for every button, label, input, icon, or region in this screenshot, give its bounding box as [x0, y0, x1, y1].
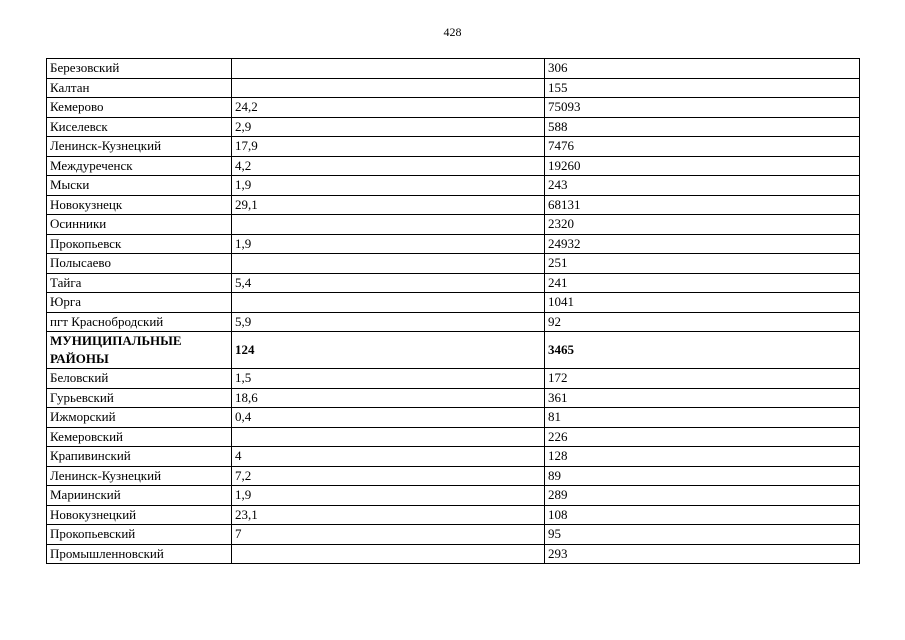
row-value1-cell: 1,9 — [232, 486, 545, 506]
row-value2-cell: 128 — [545, 447, 860, 467]
row-name-cell: Полысаево — [47, 254, 232, 274]
table-row — [47, 544, 860, 564]
row-value2-cell: 293 — [545, 544, 860, 564]
row-name-cell: Прокопьевский — [47, 525, 232, 545]
table-row — [47, 215, 860, 235]
row-name-cell: Калтан — [47, 78, 232, 98]
table-row — [47, 78, 860, 98]
table-row — [47, 466, 860, 486]
row-value1-cell: 29,1 — [232, 195, 545, 215]
row-value1-cell: 124 — [232, 332, 545, 369]
row-value2-cell: 361 — [545, 388, 860, 408]
row-value2-cell: 2320 — [545, 215, 860, 235]
row-name-cell: Беловский — [47, 369, 232, 389]
row-value2-cell: 588 — [545, 117, 860, 137]
row-value2-cell: 155 — [545, 78, 860, 98]
row-value2-cell: 108 — [545, 505, 860, 525]
row-name-cell: Ижморский — [47, 408, 232, 428]
row-value1-cell: 17,9 — [232, 137, 545, 157]
row-name-cell: Кемеровский — [47, 427, 232, 447]
row-name-cell: МУНИЦИПАЛЬНЫЕ РАЙОНЫ — [47, 332, 232, 369]
table-row — [47, 388, 860, 408]
row-value1-cell — [232, 78, 545, 98]
table-row — [47, 408, 860, 428]
data-table — [46, 58, 860, 564]
row-value2-cell: 75093 — [545, 98, 860, 118]
row-value1-cell: 2,9 — [232, 117, 545, 137]
row-value2-cell: 68131 — [545, 195, 860, 215]
table-row — [47, 176, 860, 196]
table-row — [47, 137, 860, 157]
row-value1-cell: 1,5 — [232, 369, 545, 389]
table-row — [47, 312, 860, 332]
row-value2-cell: 1041 — [545, 293, 860, 313]
row-value2-cell: 92 — [545, 312, 860, 332]
row-value1-cell: 7,2 — [232, 466, 545, 486]
row-value1-cell: 5,9 — [232, 312, 545, 332]
table-row — [47, 273, 860, 293]
row-value2-cell: 3465 — [545, 332, 860, 369]
row-name-cell: Юрга — [47, 293, 232, 313]
table-row — [47, 59, 860, 79]
row-value1-cell: 7 — [232, 525, 545, 545]
row-value2-cell: 24932 — [545, 234, 860, 254]
row-value1-cell: 23,1 — [232, 505, 545, 525]
row-name-cell: Киселевск — [47, 117, 232, 137]
row-value2-cell: 241 — [545, 273, 860, 293]
row-name-cell: Новокузнецкий — [47, 505, 232, 525]
row-name-cell: пгт Краснобродский — [47, 312, 232, 332]
row-name-cell: Березовский — [47, 59, 232, 79]
row-value2-cell: 172 — [545, 369, 860, 389]
table-row — [47, 156, 860, 176]
row-value2-cell: 306 — [545, 59, 860, 79]
row-value2-cell: 7476 — [545, 137, 860, 157]
row-value1-cell: 18,6 — [232, 388, 545, 408]
table-row — [47, 293, 860, 313]
row-name-cell: Прокопьевск — [47, 234, 232, 254]
table-row — [47, 369, 860, 389]
row-value1-cell: 0,4 — [232, 408, 545, 428]
row-value1-cell — [232, 544, 545, 564]
row-value2-cell: 19260 — [545, 156, 860, 176]
table-body — [47, 59, 860, 564]
table-row — [47, 117, 860, 137]
row-name-cell: Мариинский — [47, 486, 232, 506]
row-value1-cell — [232, 427, 545, 447]
table-row — [47, 525, 860, 545]
row-name-cell: Кемерово — [47, 98, 232, 118]
row-value1-cell: 4 — [232, 447, 545, 467]
row-value1-cell: 1,9 — [232, 234, 545, 254]
row-value1-cell — [232, 215, 545, 235]
row-value1-cell: 1,9 — [232, 176, 545, 196]
section-header-row — [47, 332, 860, 369]
row-name-cell: Гурьевский — [47, 388, 232, 408]
row-value1-cell — [232, 293, 545, 313]
row-value2-cell: 89 — [545, 466, 860, 486]
row-value2-cell: 226 — [545, 427, 860, 447]
row-value2-cell: 95 — [545, 525, 860, 545]
table-row — [47, 195, 860, 215]
table-row — [47, 254, 860, 274]
row-value1-cell: 5,4 — [232, 273, 545, 293]
table-row — [47, 486, 860, 506]
row-name-cell: Новокузнецк — [47, 195, 232, 215]
row-value2-cell: 81 — [545, 408, 860, 428]
table-row — [47, 98, 860, 118]
row-value2-cell: 289 — [545, 486, 860, 506]
row-value1-cell: 24,2 — [232, 98, 545, 118]
row-name-cell: Мыски — [47, 176, 232, 196]
row-value2-cell: 251 — [545, 254, 860, 274]
row-name-cell: Тайга — [47, 273, 232, 293]
row-value1-cell: 4,2 — [232, 156, 545, 176]
row-name-cell: Крапивинский — [47, 447, 232, 467]
table-row — [47, 234, 860, 254]
row-name-cell: Междуреченск — [47, 156, 232, 176]
page-number: 428 — [443, 25, 462, 39]
row-name-cell: Ленинск-Кузнецкий — [47, 466, 232, 486]
table-row — [47, 505, 860, 525]
table-row — [47, 427, 860, 447]
row-name-cell: Осинники — [47, 215, 232, 235]
row-name-cell: Ленинск-Кузнецкий — [47, 137, 232, 157]
row-value1-cell — [232, 254, 545, 274]
row-value1-cell — [232, 59, 545, 79]
row-value2-cell: 243 — [545, 176, 860, 196]
table-row — [47, 447, 860, 467]
row-name-cell: Промышленновский — [47, 544, 232, 564]
